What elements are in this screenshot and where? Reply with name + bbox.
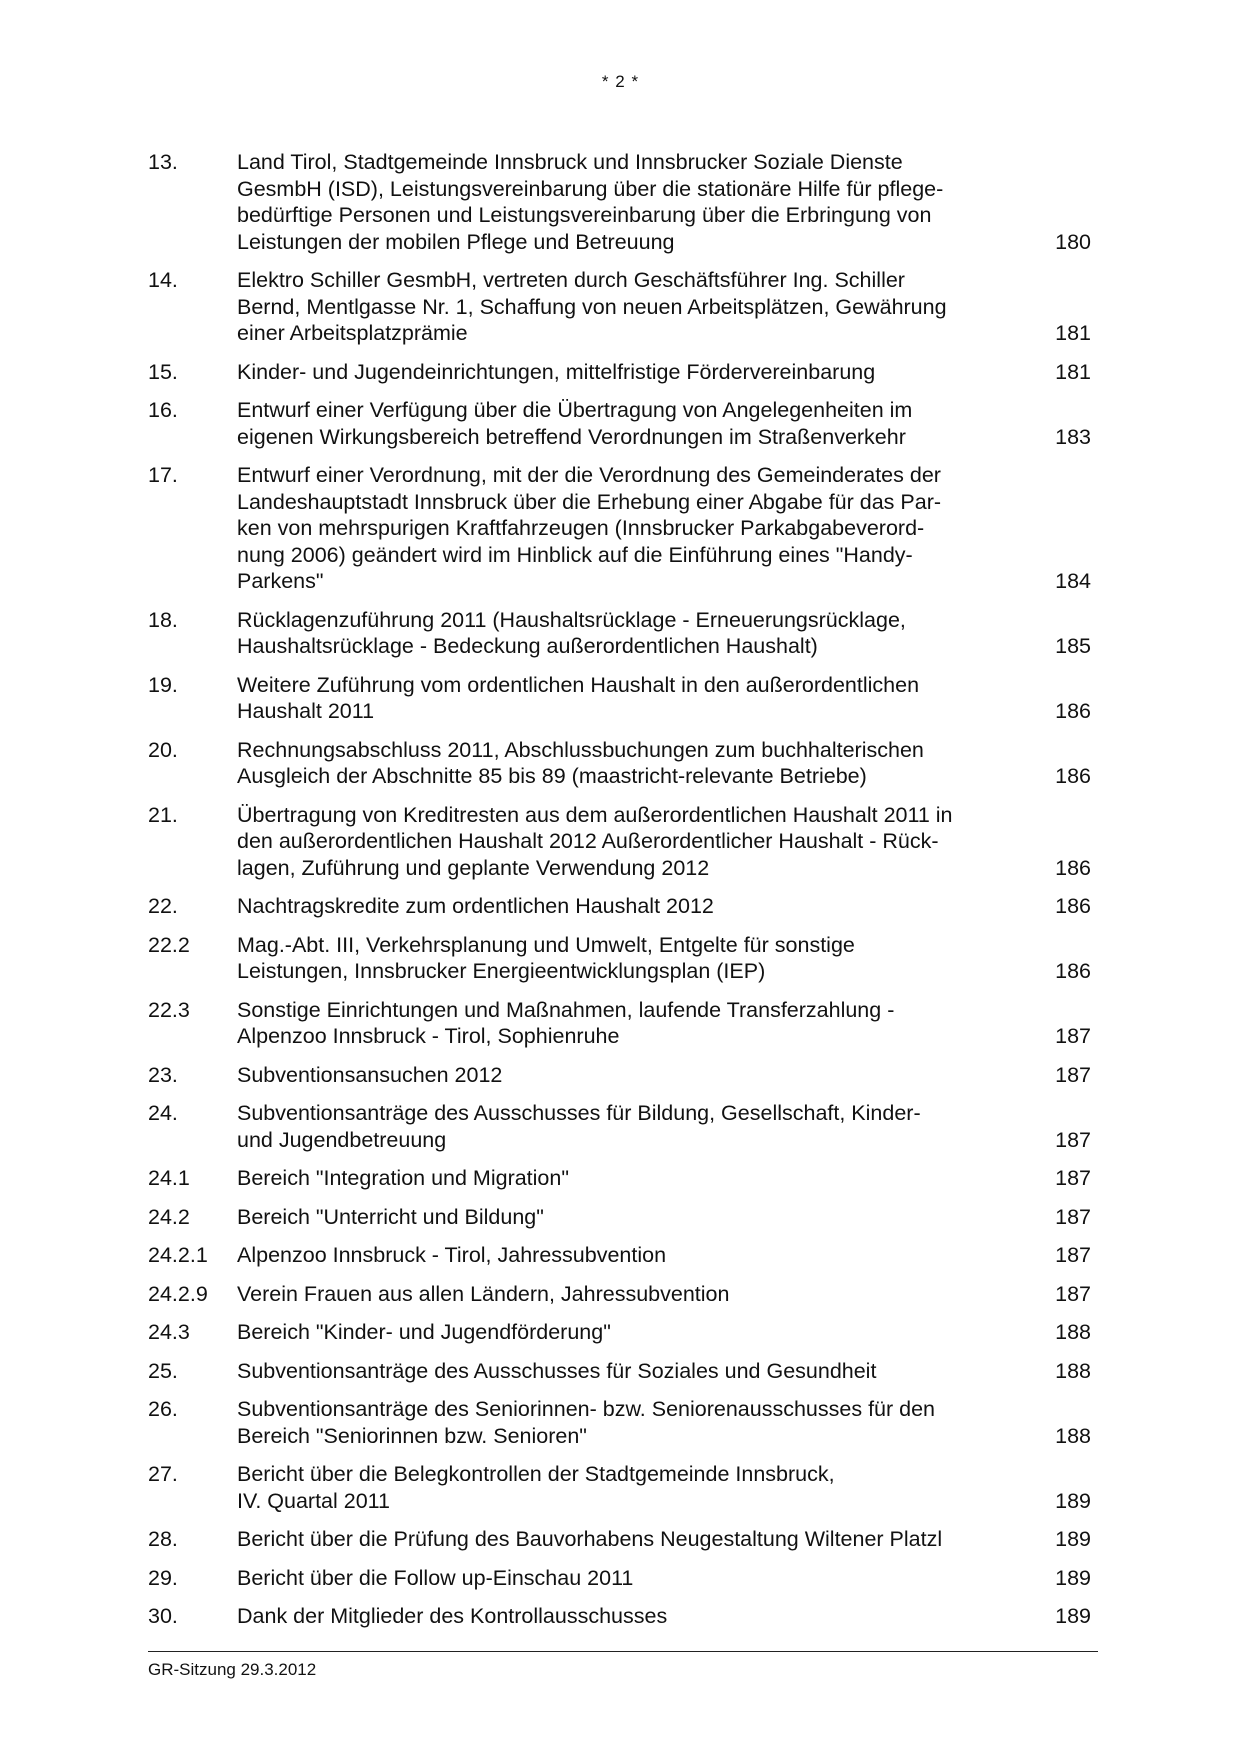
toc-entry-number: 21. bbox=[148, 802, 178, 827]
toc-entry-number: 30. bbox=[148, 1604, 178, 1628]
toc-entry-title bbox=[237, 1204, 1017, 1231]
toc-entry-page-number: 187 bbox=[1055, 1024, 1091, 1048]
toc-entry-number: 24. bbox=[148, 1101, 178, 1125]
footer-divider bbox=[148, 1651, 1098, 1652]
toc-entry-number: 15. bbox=[148, 359, 178, 384]
toc-entry-number: 24.2.1 bbox=[148, 1243, 208, 1267]
toc-entry-title-line: Dank der Mitglieder des Kontrollausschusses bbox=[237, 1604, 668, 1628]
page-marker: * 2 * bbox=[601, 72, 640, 91]
toc-entry-title-line: Leistungen, Innsbrucker Energieentwicklungsplan (IEP) bbox=[237, 959, 766, 983]
toc-entry bbox=[148, 149, 1098, 255]
toc-entry-number: 13. bbox=[148, 150, 178, 174]
toc-entry-page-number: 186 bbox=[1055, 855, 1091, 880]
toc-entry-title-line: bedürftige Personen und Leistungsvereinbarung über die Erbringung von bbox=[237, 203, 932, 227]
toc-entry bbox=[148, 1358, 1098, 1385]
toc-entry-page-number: 183 bbox=[1055, 424, 1091, 449]
toc-entry-number: 29. bbox=[148, 1565, 178, 1590]
toc-entry-title-line: Haushaltsrücklage - Bedeckung außerordentlichen Haushalt) bbox=[237, 634, 818, 658]
toc-entry-title bbox=[237, 672, 1017, 725]
toc-entry-title-line: Alpenzoo Innsbruck - Tirol, Sophienruhe bbox=[237, 1024, 620, 1048]
toc-entry-title bbox=[237, 1526, 1017, 1553]
toc-entry-title-line: Subventionsansuchen 2012 bbox=[237, 1062, 503, 1087]
toc-entry bbox=[148, 1165, 1098, 1192]
toc-entry-title bbox=[237, 1461, 1017, 1514]
toc-entry-number: 24.3 bbox=[148, 1320, 190, 1344]
toc-entry-title bbox=[237, 1165, 1017, 1192]
toc-entry-title bbox=[237, 149, 1017, 255]
toc-entry-title-line: Nachtragskredite zum ordentlichen Haushalt 2012 bbox=[237, 894, 714, 918]
toc-entry bbox=[148, 1204, 1098, 1231]
toc-entry-title bbox=[237, 893, 1017, 920]
toc-entry-page-number: 188 bbox=[1055, 1358, 1091, 1383]
toc-entry-page-number: 187 bbox=[1055, 1166, 1091, 1190]
toc-entry-title bbox=[237, 462, 1017, 595]
toc-entry bbox=[148, 1526, 1098, 1553]
footer-session-date: GR-Sitzung 29.3.2012 bbox=[148, 1660, 317, 1679]
toc-entry-number: 22.3 bbox=[148, 997, 190, 1022]
toc-entry bbox=[148, 462, 1098, 595]
toc-entry bbox=[148, 1319, 1098, 1346]
toc-entry-number: 18. bbox=[148, 607, 178, 632]
table-of-contents bbox=[148, 149, 1098, 1642]
toc-entry-title-line: Subventionsanträge des Seniorinnen- bzw. Seniorenausschusses für den bbox=[237, 1397, 936, 1421]
toc-entry-title bbox=[237, 1242, 1017, 1269]
toc-entry-page-number: 189 bbox=[1055, 1488, 1091, 1513]
toc-entry bbox=[148, 1242, 1098, 1269]
toc-entry-number: 19. bbox=[148, 672, 178, 697]
toc-entry-number: 22. bbox=[148, 894, 178, 918]
toc-entry bbox=[148, 737, 1098, 790]
toc-entry-number: 17. bbox=[148, 463, 178, 487]
toc-entry-title-line: Sonstige Einrichtungen und Maßnahmen, laufende Transferzahlung - bbox=[237, 997, 895, 1022]
toc-entry-title bbox=[237, 1100, 1017, 1153]
toc-entry-number: 27. bbox=[148, 1462, 178, 1486]
toc-entry-title bbox=[237, 359, 1017, 386]
toc-entry-title bbox=[237, 267, 1017, 347]
toc-entry-page-number: 180 bbox=[1055, 229, 1091, 254]
toc-entry-number: 26. bbox=[148, 1397, 178, 1421]
toc-entry-page-number: 189 bbox=[1055, 1565, 1091, 1590]
toc-entry-title-line: Entwurf einer Verordnung, mit der die Verordnung des Gemeinderates der bbox=[237, 463, 941, 487]
toc-entry-page-number: 187 bbox=[1055, 1204, 1091, 1229]
toc-entry-title-line: Leistungen der mobilen Pflege und Betreuung bbox=[237, 229, 675, 254]
toc-entry bbox=[148, 932, 1098, 985]
toc-entry-title-line: Elektro Schiller GesmbH, vertreten durch Geschäftsführer Ing. Schiller bbox=[237, 268, 905, 292]
toc-entry-title-line: Bereich "Kinder- und Jugendförderung" bbox=[237, 1320, 611, 1344]
toc-entry-title-line: Übertragung von Kreditresten aus dem außerordentlichen Haushalt 2011 in bbox=[237, 802, 953, 827]
toc-entry-page-number: 186 bbox=[1055, 959, 1091, 983]
toc-entry-page-number: 186 bbox=[1055, 764, 1091, 788]
toc-entry-page-number: 186 bbox=[1055, 699, 1091, 723]
toc-entry-number: 22.2 bbox=[148, 932, 190, 957]
toc-entry-title bbox=[237, 997, 1017, 1050]
toc-entry-title bbox=[237, 1319, 1017, 1346]
toc-entry-title-line: den außerordentlichen Haushalt 2012 Außerordentlicher Haushalt - Rück- bbox=[237, 829, 939, 853]
toc-entry-number: 24.2 bbox=[148, 1204, 190, 1229]
toc-entry bbox=[148, 1396, 1098, 1449]
toc-entry bbox=[148, 672, 1098, 725]
toc-entry-title-line: Entwurf einer Verfügung über die Übertragung von Angelegenheiten im bbox=[237, 398, 913, 422]
toc-entry bbox=[148, 359, 1098, 386]
toc-entry-title-line: Ausgleich der Abschnitte 85 bis 89 (maastricht-relevante Betriebe) bbox=[237, 764, 867, 788]
toc-entry-title-line: einer Arbeitsplatzprämie bbox=[237, 321, 468, 345]
toc-entry-title-line: Rechnungsabschluss 2011, Abschlussbuchungen zum buchhalterischen bbox=[237, 737, 924, 762]
toc-entry-page-number: 185 bbox=[1055, 634, 1091, 658]
toc-entry-title-line: IV. Quartal 2011 bbox=[237, 1488, 390, 1513]
toc-entry-title bbox=[237, 397, 1017, 450]
toc-entry-title-line: Weitere Zuführung vom ordentlichen Haushalt in den außerordentlichen bbox=[237, 672, 920, 697]
toc-entry-number: 24.2.9 bbox=[148, 1281, 208, 1306]
toc-entry-title-line: Bericht über die Prüfung des Bauvorhabens Neugestaltung Wiltener Platzl bbox=[237, 1527, 943, 1551]
toc-entry-title-line: Bereich "Integration und Migration" bbox=[237, 1166, 569, 1190]
toc-entry-number: 24.1 bbox=[148, 1166, 190, 1190]
toc-entry bbox=[148, 1603, 1098, 1630]
toc-entry-title-line: lagen, Zuführung und geplante Verwendung 2012 bbox=[237, 855, 710, 880]
toc-entry-number: 20. bbox=[148, 737, 178, 762]
toc-entry-title bbox=[237, 607, 1017, 660]
toc-entry-title-line: Kinder- und Jugendeinrichtungen, mittelfristige Fördervereinbarung bbox=[237, 359, 876, 384]
toc-entry-title-line: Bernd, Mentlgasse Nr. 1, Schaffung von neuen Arbeitsplätzen, Gewährung bbox=[237, 294, 947, 319]
toc-entry-page-number: 188 bbox=[1055, 1423, 1091, 1448]
toc-entry-title bbox=[237, 1603, 1017, 1630]
toc-entry-title-line: Subventionsanträge des Ausschusses für Soziales und Gesundheit bbox=[237, 1358, 877, 1383]
toc-entry bbox=[148, 893, 1098, 920]
toc-entry-title-line: eigenen Wirkungsbereich betreffend Verordnungen im Straßenverkehr bbox=[237, 424, 906, 449]
toc-entry bbox=[148, 802, 1098, 882]
toc-entry-title-line: Parkens" bbox=[237, 569, 324, 593]
toc-entry-number: 25. bbox=[148, 1358, 178, 1383]
toc-entry-title-line: Rücklagenzuführung 2011 (Haushaltsrücklage - Erneuerungsrücklage, bbox=[237, 607, 906, 632]
toc-entry-page-number: 187 bbox=[1055, 1127, 1091, 1152]
toc-entry-title-line: Alpenzoo Innsbruck - Tirol, Jahressubvention bbox=[237, 1243, 667, 1267]
toc-entry-number: 28. bbox=[148, 1527, 178, 1551]
toc-entry-title-line: Mag.-Abt. III, Verkehrsplanung und Umwelt, Entgelte für sonstige bbox=[237, 932, 855, 957]
toc-entry-title-line: Bericht über die Follow up-Einschau 2011 bbox=[237, 1565, 634, 1590]
toc-entry bbox=[148, 397, 1098, 450]
toc-entry-number: 14. bbox=[148, 268, 178, 292]
toc-entry bbox=[148, 997, 1098, 1050]
toc-entry-page-number: 181 bbox=[1055, 321, 1091, 345]
toc-entry-page-number: 187 bbox=[1055, 1062, 1091, 1087]
toc-entry-title-line: Subventionsanträge des Ausschusses für Bildung, Gesellschaft, Kinder- bbox=[237, 1101, 921, 1125]
toc-entry-page-number: 188 bbox=[1055, 1320, 1091, 1344]
toc-entry-title-line: Bereich "Unterricht und Bildung" bbox=[237, 1204, 544, 1229]
toc-entry-page-number: 187 bbox=[1055, 1281, 1091, 1306]
toc-entry-page-number: 181 bbox=[1055, 359, 1091, 384]
toc-entry-number: 16. bbox=[148, 398, 178, 422]
toc-entry-page-number: 186 bbox=[1055, 894, 1091, 918]
toc-entry-title-line: Bericht über die Belegkontrollen der Stadtgemeinde Innsbruck, bbox=[237, 1462, 835, 1486]
toc-entry-title bbox=[237, 737, 1017, 790]
toc-entry-title-line: ken von mehrspurigen Kraftfahrzeugen (Innsbrucker Parkabgabeverord- bbox=[237, 516, 925, 540]
toc-entry-page-number: 189 bbox=[1055, 1604, 1091, 1628]
toc-entry bbox=[148, 1100, 1098, 1153]
toc-entry bbox=[148, 607, 1098, 660]
toc-entry bbox=[148, 267, 1098, 347]
toc-entry-page-number: 189 bbox=[1055, 1527, 1091, 1551]
toc-entry-title-line: Land Tirol, Stadtgemeinde Innsbruck und Innsbrucker Soziale Dienste bbox=[237, 150, 903, 174]
toc-entry-title-line: nung 2006) geändert wird im Hinblick auf die Einführung eines "Handy- bbox=[237, 542, 913, 567]
toc-entry-title bbox=[237, 1565, 1017, 1592]
toc-entry-title bbox=[237, 1358, 1017, 1385]
toc-entry-title-line: und Jugendbetreuung bbox=[237, 1127, 447, 1152]
toc-entry bbox=[148, 1062, 1098, 1089]
toc-entry-title-line: GesmbH (ISD), Leistungsvereinbarung über die stationäre Hilfe für pflege- bbox=[237, 176, 944, 201]
toc-entry-title-line: Bereich "Seniorinnen bzw. Senioren" bbox=[237, 1423, 587, 1448]
toc-entry-title bbox=[237, 1062, 1017, 1089]
toc-entry-title bbox=[237, 802, 1017, 882]
toc-entry-title-line: Landeshauptstadt Innsbruck über die Erhebung einer Abgabe für das Par- bbox=[237, 489, 942, 514]
toc-entry-page-number: 184 bbox=[1055, 569, 1091, 593]
toc-entry-title bbox=[237, 1396, 1017, 1449]
toc-entry-title bbox=[237, 932, 1017, 985]
toc-entry bbox=[148, 1565, 1098, 1592]
toc-entry-page-number: 187 bbox=[1055, 1243, 1091, 1267]
toc-entry bbox=[148, 1281, 1098, 1308]
toc-entry-title-line: Verein Frauen aus allen Ländern, Jahressubvention bbox=[237, 1281, 730, 1306]
toc-entry-title-line: Haushalt 2011 bbox=[237, 699, 375, 723]
toc-entry-title bbox=[237, 1281, 1017, 1308]
toc-entry-number: 23. bbox=[148, 1062, 178, 1087]
toc-entry bbox=[148, 1461, 1098, 1514]
